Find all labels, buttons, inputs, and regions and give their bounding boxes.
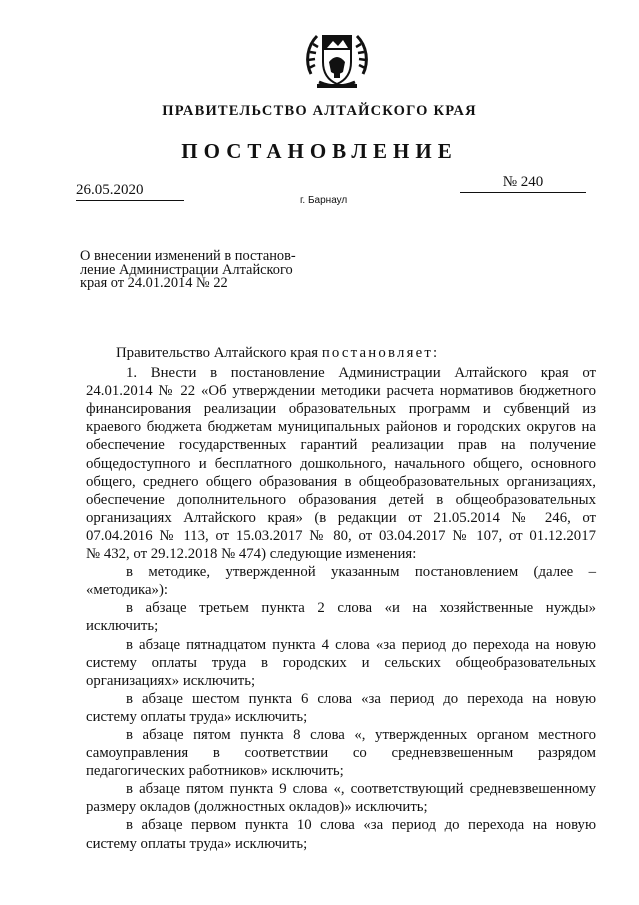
subject-line: края от 24.01.2014 № 22: [80, 275, 228, 292]
body-line: 07.04.2016 № 113, от 15.03.2017 № 80, от 03.04.2017 № 107, от 01.12.2017: [86, 527, 596, 544]
body-line: финансирования реализации образовательных программ и субвенций из: [86, 401, 596, 418]
body-line: систему оплаты труда в городских и сельских общеобразовательных: [86, 654, 596, 671]
body-line: в абзаце третьем пункта 2 слова «и на хозяйственные нужды»: [126, 600, 596, 617]
document-date: 26.05.2020: [76, 182, 184, 201]
body-line: в методике, утвержденной указанным постановлением (далее –: [126, 564, 596, 581]
body-line: организациях» исключить;: [86, 672, 256, 689]
subject-line: ление Администрации Алтайского: [80, 261, 293, 278]
body-line: «методика»):: [86, 582, 168, 599]
subject-line: О внесении изменений в постанов-: [80, 248, 296, 264]
body-line: общедоступного и бесплатного дошкольного, начального общего, основного: [86, 455, 596, 472]
body-line: в абзаце пятом пункта 9 слова «, соответствующий средневзвешенному: [126, 781, 596, 798]
body-line: размеру окладов (должностных окладов)» исключить;: [86, 799, 428, 816]
body-line: № 432, от 29.12.2018 № 474) следующие изменения:: [86, 546, 417, 563]
body-line: в абзаце пятнадцатом пункта 4 слова «за период до перехода на новую: [126, 636, 596, 653]
intro-verb: постановляет:: [321, 345, 440, 361]
intro-prefix: Правительство Алтайского края: [116, 345, 322, 361]
body-line: педагогических работников» исключить;: [86, 763, 344, 780]
body-line: систему оплаты труда» исключить;: [86, 708, 308, 725]
government-title: ПРАВИТЕЛЬСТВО АЛТАЙСКОГО КРАЯ: [162, 103, 477, 119]
body-line: в абзаце первом пункта 10 слова «за период до перехода на новую: [126, 817, 596, 834]
body-line: организациях Алтайского края» (в редакции от 21.05.2014 № 246, от: [86, 509, 596, 526]
body-line: обеспечение государственных гарантий реализации прав на получение: [86, 437, 596, 454]
city-label: г. Барнаул: [300, 195, 348, 206]
document-type-title: ПОСТАНОВЛЕНИЕ: [181, 139, 458, 163]
body-line: систему оплаты труда» исключить;: [86, 835, 308, 852]
body-line: самоуправления в соответствии со средневзвешенным разрядом: [86, 745, 596, 762]
intro-paragraph: [86, 344, 596, 362]
body-line: обеспечение дополнительного образования детей в общеобразовательных: [86, 491, 596, 508]
body-line: 24.01.2014 № 22 «Об утверждении методики расчета нормативов бюджетного: [86, 383, 596, 400]
altai-krai-coat-of-arms-icon: [297, 22, 377, 102]
document-body: [86, 344, 596, 853]
body-line: в абзаце шестом пункта 6 слова «за период до перехода на новую: [126, 690, 596, 707]
document-subject: [80, 250, 330, 291]
body-line: исключить;: [86, 618, 159, 635]
body-line: краевого бюджета бюджетам муниципальных районов и городских округов на: [86, 419, 596, 436]
document-number: № 240: [460, 174, 586, 193]
body-line: общего, среднего общего образования в общеобразовательных организациях,: [86, 473, 596, 490]
body-line: в абзаце пятом пункта 8 слова «, утвержденных органом местного: [126, 726, 596, 743]
body-line: 1. Внести в постановление Администрации Алтайского края от: [126, 365, 596, 382]
